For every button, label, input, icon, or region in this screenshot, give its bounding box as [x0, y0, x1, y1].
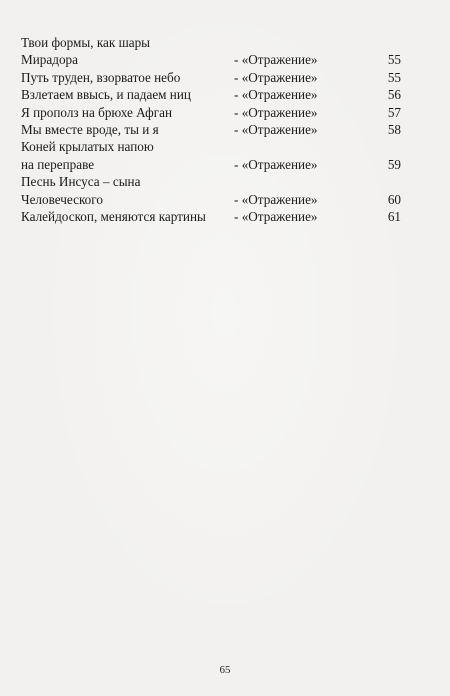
page-number: 65: [219, 664, 231, 676]
toc-entry-page: 61: [387, 208, 401, 224]
toc-line: [21, 104, 421, 121]
toc-entry-title: Твои формы, как шары: [21, 35, 151, 50]
toc-entry-title: Человеческого: [21, 191, 103, 207]
toc-entry-title: Путь труден, взорватое небо: [21, 69, 181, 85]
toc-line: [21, 86, 421, 103]
toc-entry-title: на переправе: [21, 156, 95, 172]
toc-entry-title: Я прополз на брюхе Афган: [21, 104, 173, 120]
toc-entry-source: - «Отражение»: [234, 87, 318, 103]
toc-line: [21, 191, 421, 208]
table-of-contents: [21, 34, 421, 225]
toc-entry-source: - «Отражение»: [234, 52, 318, 68]
toc-line: [21, 173, 421, 190]
toc-entry-source: - «Отражение»: [234, 104, 318, 120]
toc-entry-title: Коней крылатых напою: [21, 139, 154, 155]
toc-line: [21, 51, 421, 68]
toc-entry-title: Мирадора: [21, 52, 78, 68]
toc-entry-source: - «Отражение»: [234, 121, 318, 137]
toc-entry-page: 56: [387, 87, 401, 103]
toc-entry-page: 55: [387, 52, 401, 68]
toc-line: [21, 138, 421, 155]
toc-entry-page: 58: [387, 121, 401, 137]
toc-entry-title: Песнь Инсуса – сына: [21, 174, 141, 190]
toc-entry-source: - «Отражение»: [234, 208, 318, 224]
toc-entry-page: 55: [387, 69, 401, 85]
toc-line: [21, 34, 421, 51]
toc-line: [21, 121, 421, 138]
toc-entry-source: - «Отражение»: [234, 156, 318, 172]
toc-line: [21, 208, 421, 225]
toc-entry-title: Мы вместе вроде, ты и я: [21, 121, 159, 137]
toc-entry-title: Взлетаем ввысь, и падаем ниц: [21, 87, 191, 103]
toc-entry-page: 57: [387, 104, 401, 120]
toc-entry-page: 60: [387, 191, 401, 207]
toc-line: [21, 156, 421, 173]
toc-entry-source: - «Отражение»: [234, 191, 318, 207]
toc-line: [21, 69, 421, 86]
toc-entry-title: Калейдоскоп, меняются картины: [21, 208, 206, 224]
toc-entry-page: 59: [387, 156, 401, 172]
toc-entry-source: - «Отражение»: [234, 69, 318, 85]
